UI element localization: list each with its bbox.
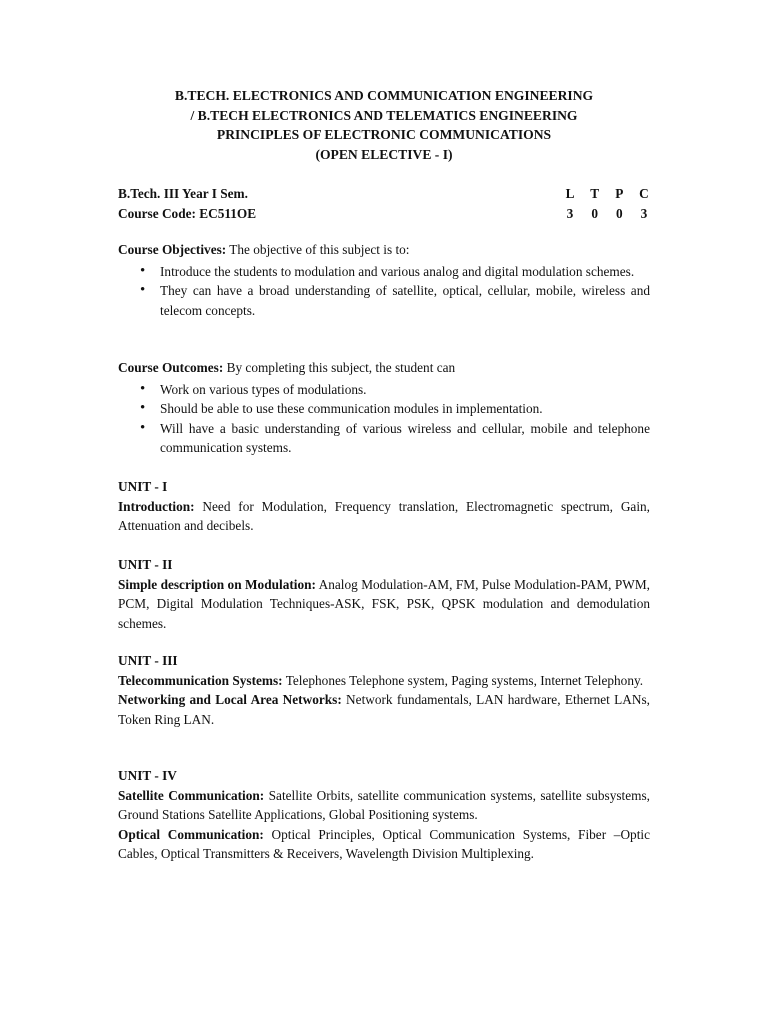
unit-para-label: Simple description on Modulation: (118, 576, 316, 592)
unit-para-text: Need for Modulation, Frequency translation, Electromagnetic spectrum, Gain, Attenuation and decibels. (118, 498, 650, 533)
ltpc-value: 0 (591, 205, 598, 221)
ltpc-value: 3 (640, 205, 648, 221)
list-item: • Will have a basic understanding of various wireless and cellular, mobile and telephone communication systems. (118, 419, 650, 458)
title-line-4: (OPEN ELECTIVE - I) (315, 146, 453, 162)
course-code: Course Code: EC511OE (118, 205, 257, 221)
course-objectives (118, 240, 650, 320)
course-outcomes (118, 358, 650, 458)
unit-para-label: Optical Communication: (118, 826, 264, 842)
objectives-list (118, 262, 650, 321)
unit-3 (118, 651, 650, 729)
objectives-intro: The objective of this subject is to: (226, 242, 410, 257)
list-item: • They can have a broad understanding of satellite, optical, cellular, mobile, wireless and telecom concepts. (118, 281, 650, 320)
course-meta (118, 184, 650, 223)
unit-para-label: Networking and Local Area Networks: (118, 692, 342, 707)
unit-title: UNIT - II (118, 557, 173, 572)
unit-4 (118, 766, 650, 864)
unit-title: UNIT - I (118, 479, 168, 494)
unit-para-label: Introduction: (118, 498, 195, 514)
list-item: • Work on various types of modulations. (118, 380, 650, 400)
document-title (0, 86, 768, 164)
ltpc-value: 0 (615, 205, 623, 221)
ltpc-labels (564, 184, 650, 204)
unit-1 (118, 477, 650, 536)
ltpc-values (564, 204, 650, 224)
unit-title: UNIT - III (118, 653, 178, 668)
outcomes-label: Course Outcomes: (118, 360, 224, 375)
ltpc-label: T (590, 186, 600, 201)
ltpc-value: 3 (566, 205, 574, 221)
ltpc-label: C (639, 186, 649, 201)
unit-2 (118, 555, 650, 633)
unit-para-text: Analog Modulation-AM, FM, Pulse Modulation-PAM, PWM, PCM, Digital Modulation Techniques-ASK, FSK, PSK, QPSK modulation and demodulation schemes. (118, 576, 650, 631)
unit-para-label: Telecommunication Systems: (118, 672, 283, 688)
list-item: • Introduce the students to modulation and various analog and digital modulation schemes. (118, 262, 650, 282)
ltpc-label: P (615, 186, 624, 201)
unit-para-text: Optical Principles, Optical Communication Systems, Fiber –Optic Cables, Optical Transmitters & Receivers, Wavelength Division Multiplexing. (118, 826, 650, 861)
unit-para-text: Network fundamentals, LAN hardware, Ethernet LANs, Token Ring LAN. (118, 692, 650, 727)
title-line-2: / B.TECH ELECTRONICS AND TELEMATICS ENGINEERING (190, 107, 578, 123)
ltpc-label: L (565, 186, 575, 201)
list-item: • Should be able to use these communication modules in implementation. (118, 399, 650, 419)
year-semester: B.Tech. III Year I Sem. (118, 186, 248, 201)
title-line-3: PRINCIPLES OF ELECTRONIC COMMUNICATIONS (216, 127, 552, 142)
unit-para-text: Telephones Telephone system, Paging systems, Internet Telephony. (282, 672, 644, 688)
unit-para-text: Satellite Orbits, satellite communication systems, satellite subsystems, Ground Stations Satellite Applications, Global Positioning systems. (118, 787, 650, 822)
title-line-1: B.TECH. ELECTRONICS AND COMMUNICATION ENGINEERING (174, 88, 594, 103)
outcomes-list (118, 380, 650, 458)
outcomes-intro: By completing this subject, the student can (223, 360, 456, 375)
objectives-label: Course Objectives: (118, 242, 227, 257)
unit-title: UNIT - IV (118, 768, 177, 783)
unit-para-label: Satellite Communication: (118, 787, 265, 803)
